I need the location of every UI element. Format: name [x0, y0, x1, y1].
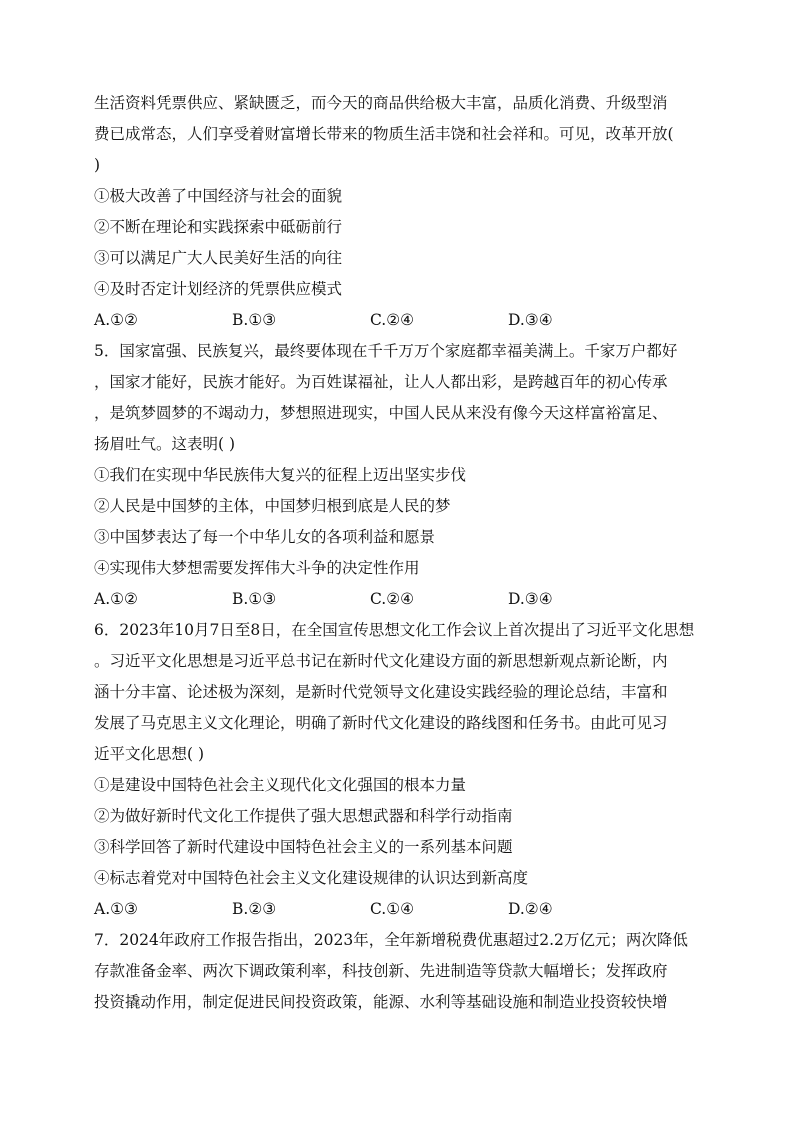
question-6: [94, 615, 700, 925]
q4-choice-d: D.③④: [508, 311, 553, 329]
q5-choice-a: A.①②: [94, 590, 138, 608]
q5-choice-b: B.①③: [232, 590, 277, 608]
q6-answer-choices: [94, 894, 700, 925]
question-7: [94, 925, 700, 1018]
q6-stem-line: 近平文化思想( ): [94, 745, 205, 763]
q4-answer-choices: [94, 305, 700, 336]
q6-choice-c: C.①④: [370, 900, 415, 918]
q4-choice-a: A.①②: [94, 311, 138, 329]
q4-stem-line: 生活资料凭票供应、紧缺匮乏，而今天的商品供给极大丰富，品质化消费、升级型消: [94, 94, 668, 112]
q7-stem-line: 7．2024年政府工作报告指出，2023年，全年新增税费优惠超过2.2万亿元；两次降低: [94, 931, 688, 949]
q6-stem-line: 涵十分丰富、论述极为深刻，是新时代党领导文化建设实践经验的理论总结，丰富和: [94, 683, 668, 701]
q5-option-2: ②人民是中国梦的主体，中国梦归根到底是人民的梦: [94, 497, 451, 515]
q7-stem-line: 投资撬动作用，制定促进民间投资政策，能源、水利等基础设施和制造业投资较快增: [94, 993, 668, 1011]
q5-option-3: ③中国梦表达了每一个中华儿女的各项利益和愿景: [94, 528, 436, 546]
q5-stem-line: 扬眉吐气。这表明( ): [94, 435, 236, 453]
q4-stem-line: 费已成常态，人们享受着财富增长带来的物质生活丰饶和社会祥和。可见，改革开放(: [94, 125, 674, 143]
q4-option-3: ③可以满足广大人民美好生活的向往: [94, 249, 343, 267]
q7-stem-line: 存款准备金率、两次下调政策利率，科技创新、先进制造等贷款大幅增长；发挥政府: [94, 962, 668, 980]
q6-choice-a: A.①③: [94, 900, 138, 918]
q6-stem-line: 6．2023年10月7日至8日，在全国宣传思想文化工作会议上首次提出了习近平文化思想: [94, 621, 695, 639]
q5-choice-d: D.③④: [508, 590, 553, 608]
q5-stem-line: ，是筑梦圆梦的不竭动力，梦想照进现实，中国人民从来没有像今天这样富裕富足、: [94, 404, 668, 422]
q5-stem-line: 5．国家富强、民族复兴，最终要体现在千千万万个家庭都幸福美满上。千家万户都好: [94, 342, 678, 360]
q6-option-4: ④标志着党对中国特色社会主义文化建设规律的认识达到新高度: [94, 869, 529, 887]
question-5: [94, 336, 700, 615]
q6-choice-d: D.②④: [508, 900, 553, 918]
q5-option-1: ①我们在实现中华民族伟大复兴的征程上迈出坚实步伐: [94, 466, 467, 484]
q6-stem-line: 。习近平文化思想是习近平总书记在新时代文化建设方面的新思想新观点新论断，内: [94, 652, 668, 670]
q4-option-4: ④及时否定计划经济的凭票供应模式: [94, 280, 343, 298]
q6-choice-b: B.②③: [232, 900, 277, 918]
q5-choice-c: C.②④: [370, 590, 415, 608]
q6-option-2: ②为做好新时代文化工作提供了强大思想武器和科学行动指南: [94, 807, 513, 825]
q4-choice-c: C.②④: [370, 311, 415, 329]
q5-answer-choices: [94, 584, 700, 615]
q6-option-3: ③科学回答了新时代建设中国特色社会主义的一系列基本问题: [94, 838, 513, 856]
q6-stem-line: 发展了马克思主义文化理论，明确了新时代文化建设的路线图和任务书。由此可见习: [94, 714, 668, 732]
q4-option-2: ②不断在理论和实践探索中砥砺前行: [94, 218, 343, 236]
q4-choice-b: B.①③: [232, 311, 277, 329]
q6-option-1: ①是建设中国特色社会主义现代化文化强国的根本力量: [94, 776, 467, 794]
question-4: [94, 88, 700, 336]
q4-stem-line: ): [94, 156, 101, 174]
q5-option-4: ④实现伟大梦想需要发挥伟大斗争的决定性作用: [94, 559, 420, 577]
q4-option-1: ①极大改善了中国经济与社会的面貌: [94, 187, 343, 205]
q5-stem-line: ，国家才能好，民族才能好。为百姓谋福祉，让人人都出彩，是跨越百年的初心传承: [94, 373, 668, 391]
